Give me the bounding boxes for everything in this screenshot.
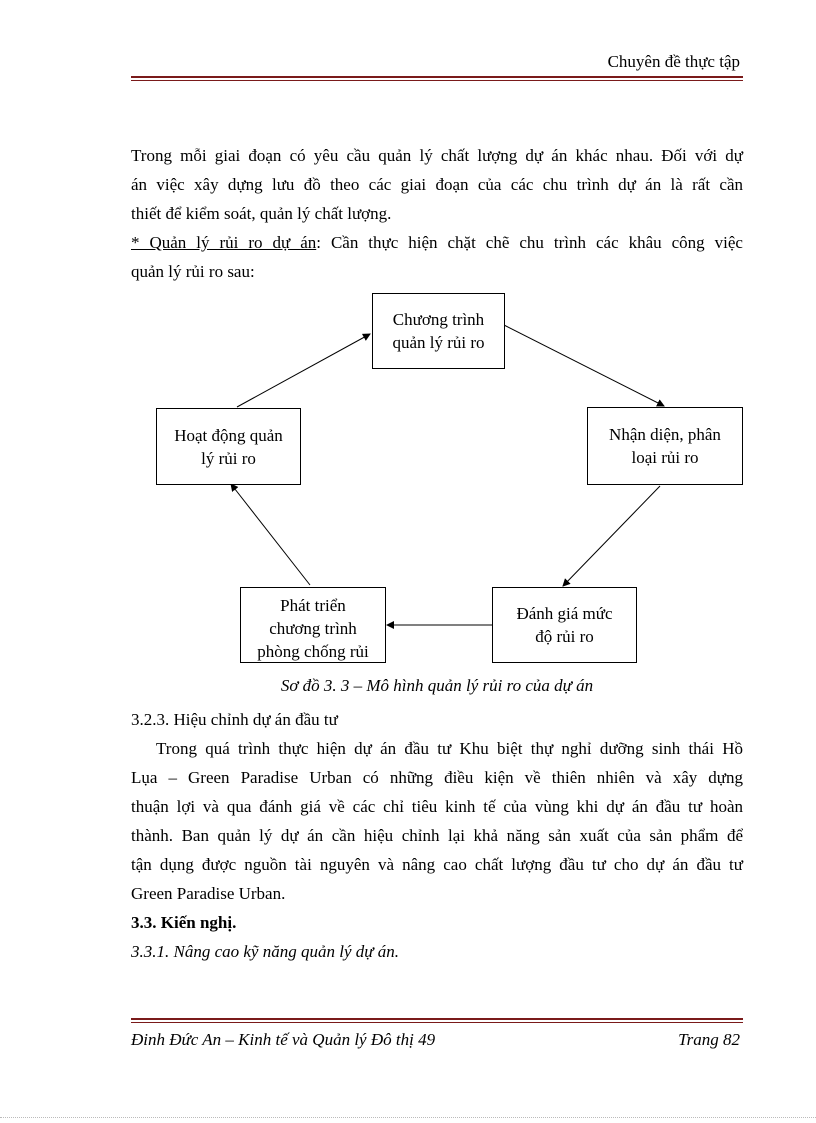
arrow-program-to-identify (504, 325, 664, 406)
section-323-line-4: thành. Ban quản lý dự án cần hiệu chỉnh lại khả năng sản xuất của sản phẩm để (131, 826, 743, 845)
section-323-line-2: Lụa – Green Paradise Urban có những điều kiện về thiên nhiên và xây dựng (131, 768, 743, 787)
box-activity-line-2: lý rủi ro (201, 448, 256, 468)
intro-line-3: thiết để kiểm soát, quản lý chất lượng. (131, 204, 392, 223)
header-rule-thin (131, 80, 743, 81)
arrow-activity-to-program (237, 334, 370, 407)
risk-label: * Quản lý rủi ro dự án (131, 233, 317, 252)
arrow-identify-to-assess (563, 486, 660, 586)
box-develop-line-2: chương trình (269, 619, 357, 638)
section-323-heading: 3.2.3. Hiệu chỉnh dự án đầu tư (131, 710, 338, 729)
page-bottom-divider (0, 1117, 816, 1118)
risk-line-1 (131, 228, 743, 257)
risk-line-2: quản lý rủi ro sau: (131, 262, 255, 281)
section-323-line-5: tận dụng được nguồn tài nguyên và nâng cao chất lượng đầu tư cho dự án đầu tư (131, 855, 743, 874)
box-assess-line-2: độ rủi ro (535, 627, 594, 646)
box-risk-identify (587, 407, 743, 485)
box-identify-line-2: loại rủi ro (631, 448, 699, 467)
section-323-line-3: thuận lợi và qua đánh giá về các chỉ tiêu kinh tế của vùng khi dự án đầu tư hoàn (131, 797, 743, 816)
box-risk-develop (240, 587, 386, 663)
box-risk-program (372, 293, 505, 369)
risk-line-1-rest: : Cần thực hiện chặt chẽ chu trình các khâu công việc (316, 233, 743, 252)
footer-author: Đinh Đức An – Kinh tế và Quản lý Đô thị 49 (131, 1030, 436, 1049)
box-identify-line-1: Nhận diện, phân (609, 425, 721, 444)
section-323-line-1: Trong quá trình thực hiện dự án đầu tư Khu biệt thự nghỉ dưỡng sinh thái Hồ (156, 739, 743, 758)
section-33-heading: 3.3. Kiến nghị. (131, 913, 237, 932)
footer-rule-thin (131, 1022, 743, 1023)
intro-line-1: Trong mỗi giai đoạn có yêu cầu quản lý chất lượng dự án khác nhau. Đối với dự (131, 146, 743, 165)
box-program-line-2: quản lý rủi ro (392, 333, 485, 352)
diagram-caption: Sơ đồ 3. 3 – Mô hình quản lý rủi ro của dự án (280, 676, 594, 695)
box-program-line-1: Chương trình (392, 310, 485, 329)
header-rule (131, 76, 743, 78)
section-331-heading: 3.3.1. Nâng cao kỹ năng quản lý dự án. (131, 942, 400, 961)
footer-page-number: Trang 82 (678, 1030, 740, 1049)
section-323-line-6: Green Paradise Urban. (131, 884, 286, 903)
footer-rule (131, 1018, 743, 1020)
page-header-title: Chuyên đề thực tập (607, 52, 740, 71)
box-develop-line-1: Phát triển (280, 596, 346, 615)
box-risk-assess (492, 587, 637, 663)
intro-paragraph (131, 141, 743, 286)
box-activity-line-1: Hoạt động quản (174, 425, 283, 445)
intro-line-2: án việc xây dựng lưu đồ theo các giai đoạn của các chu trình dự án là rất cần (131, 175, 743, 194)
arrow-develop-to-activity (231, 484, 310, 585)
box-develop-line-3: phòng chống rủi (257, 642, 369, 661)
section-323 (131, 705, 743, 966)
box-risk-activity (156, 408, 301, 485)
box-assess-line-1: Đánh giá mức (516, 604, 613, 623)
